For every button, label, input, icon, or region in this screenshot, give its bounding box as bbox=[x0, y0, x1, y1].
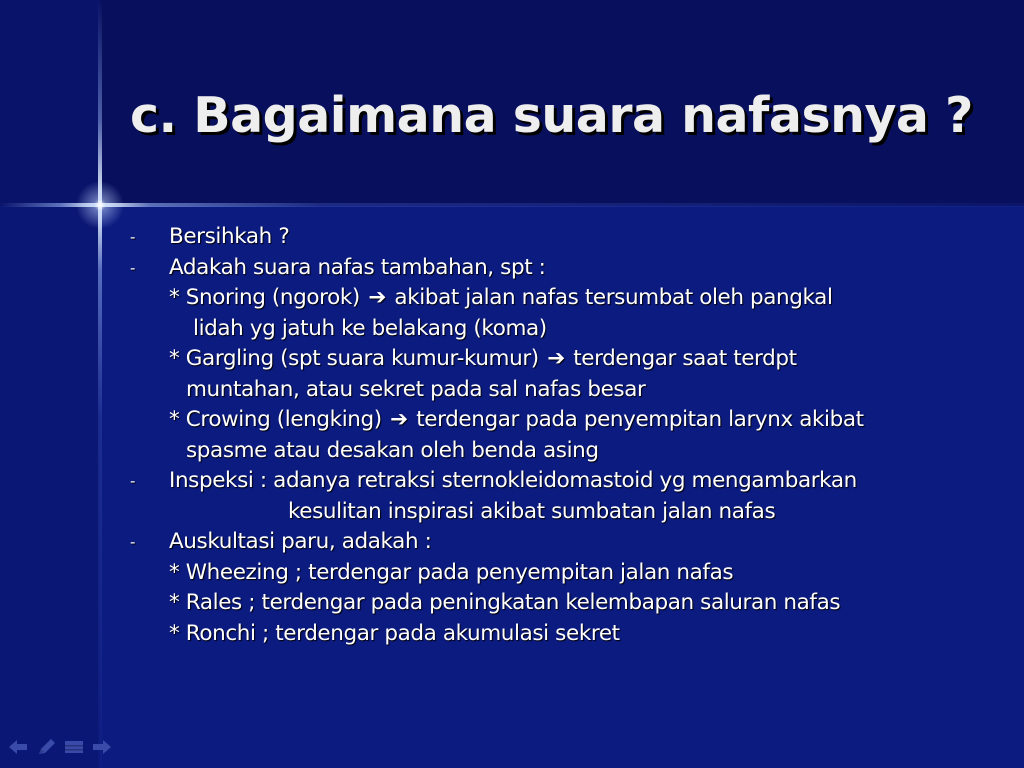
list-item bbox=[0, 619, 1024, 650]
list-item bbox=[0, 405, 1024, 436]
list-item-text: spasme atau desakan oleh benda asing bbox=[186, 437, 599, 463]
list-item bbox=[0, 344, 1024, 375]
pen-icon[interactable] bbox=[34, 736, 58, 758]
right-arrow-icon: ➔ bbox=[368, 285, 386, 310]
right-arrow-icon: ➔ bbox=[547, 346, 565, 371]
list-item-text bbox=[169, 405, 864, 436]
back-arrow-icon[interactable] bbox=[6, 736, 30, 758]
list-item-text: muntahan, atau sekret pada sal nafas besar bbox=[186, 376, 646, 402]
list-item bbox=[0, 558, 1024, 589]
list-item-text: Inspeksi : adanya retraksi sternokleidomastoid yg mengambarkan bbox=[169, 468, 857, 493]
list-item bbox=[0, 314, 1024, 345]
list-item bbox=[0, 588, 1024, 619]
list-item-text-before: * Crowing (lengking) bbox=[169, 407, 382, 432]
bullet-dash: - bbox=[130, 228, 136, 246]
list-item-text: Adakah suara nafas tambahan, spt : bbox=[169, 254, 546, 280]
list-item-text: * Rales ; terdengar pada peningkatan kelembapan saluran nafas bbox=[169, 590, 841, 615]
list-item bbox=[0, 253, 1024, 284]
list-item bbox=[0, 466, 1024, 497]
horizontal-light-line bbox=[0, 203, 1024, 207]
slide-navigation bbox=[6, 736, 114, 758]
list-item-text: lidah yg jatuh ke belakang (koma) bbox=[193, 315, 547, 341]
list-item bbox=[0, 222, 1024, 253]
list-item bbox=[0, 375, 1024, 406]
list-item-text: kesulitan inspirasi akibat sumbatan jalan nafas bbox=[288, 498, 776, 524]
list-item-text: Auskultasi paru, adakah : bbox=[169, 529, 432, 554]
list-item-text-before: * Gargling (spt suara kumur-kumur) bbox=[169, 346, 539, 371]
bullet-dash: - bbox=[130, 258, 136, 277]
list-item-text: * Ronchi ; terdengar pada akumulasi sekret bbox=[169, 620, 620, 646]
slide-body bbox=[0, 222, 1024, 649]
list-item-text: Bersihkah ? bbox=[169, 224, 290, 249]
list-item-text bbox=[169, 344, 797, 375]
list-item bbox=[0, 436, 1024, 467]
list-item bbox=[0, 527, 1024, 558]
list-item bbox=[0, 283, 1024, 314]
bullet-dash: - bbox=[130, 472, 136, 490]
menu-icon[interactable] bbox=[62, 736, 86, 758]
list-item-text bbox=[169, 283, 833, 314]
list-item bbox=[0, 497, 1024, 528]
slide-title: c. Bagaimana suara nafasnya ? bbox=[130, 87, 973, 144]
list-item-text: * Wheezing ; terdengar pada penyempitan jalan nafas bbox=[169, 559, 734, 585]
bullet-dash: - bbox=[130, 533, 136, 551]
background-corner bbox=[0, 0, 100, 206]
list-item-text-after: akibat jalan nafas tersumbat oleh pangkal bbox=[394, 285, 833, 310]
list-item-text-before: * Snoring (ngorok) bbox=[169, 285, 360, 310]
forward-arrow-icon[interactable] bbox=[90, 736, 114, 758]
right-arrow-icon: ➔ bbox=[390, 407, 408, 432]
list-item-text-after: terdengar pada penyempitan larynx akibat bbox=[416, 407, 864, 432]
list-item-text-after: terdengar saat terdpt bbox=[573, 346, 797, 371]
